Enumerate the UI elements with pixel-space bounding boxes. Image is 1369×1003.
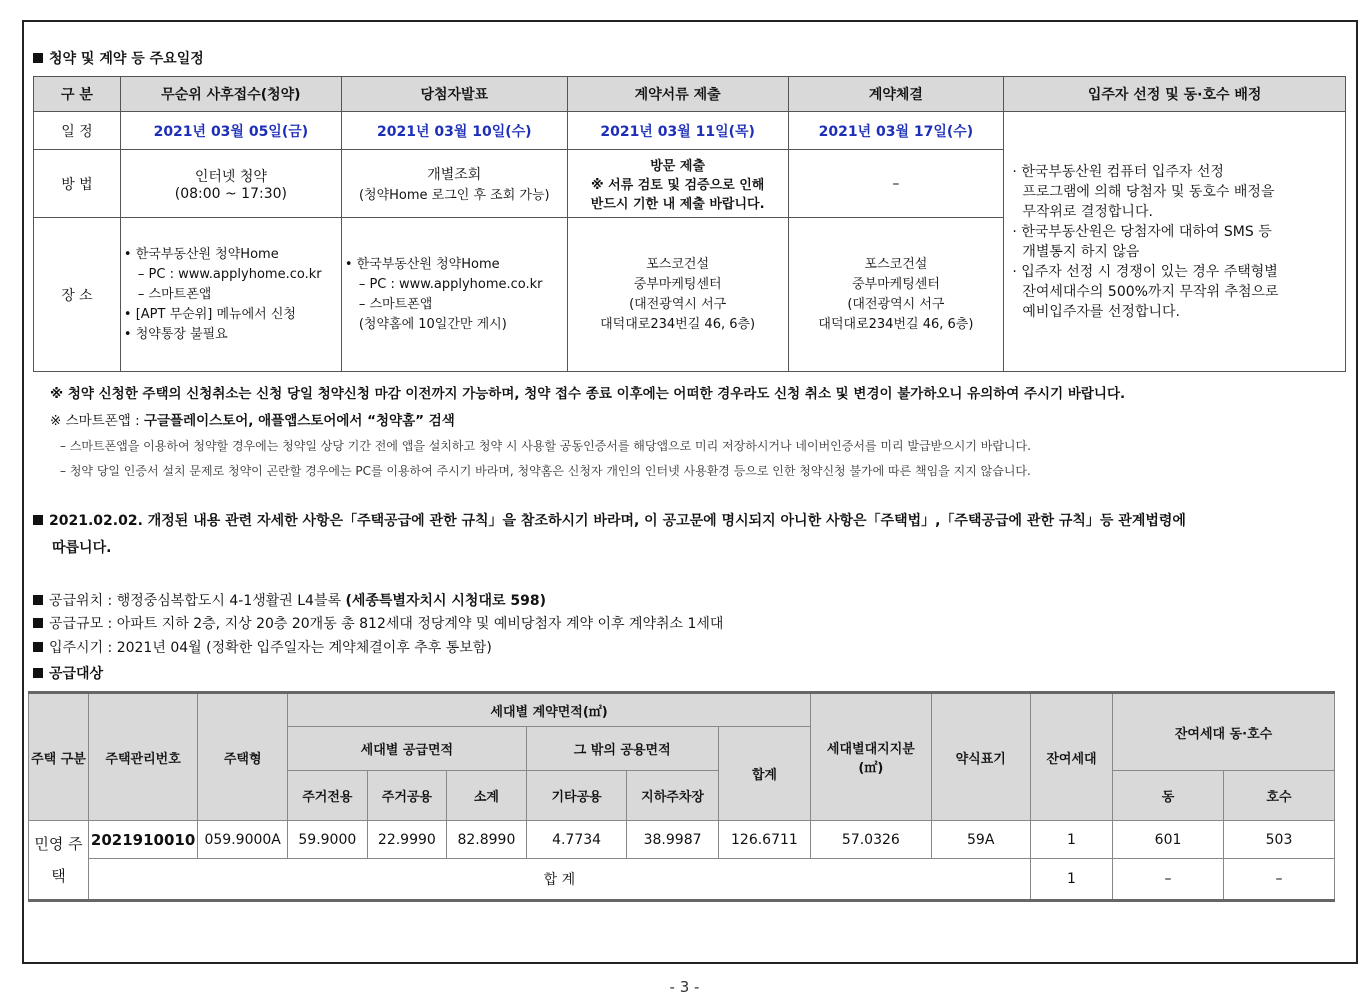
header-other-common: 기타공용 bbox=[526, 771, 627, 821]
cell-total-remain: 1 bbox=[1030, 859, 1112, 901]
cell-htype: 059.9000A bbox=[198, 821, 288, 859]
note-pc: – 청약 당일 인증서 설치 문제로 청약이 곤란할 경우에는 PC를 이용하여 주시기 바라며, 청약홈은 신청자 개인의 인터넷 사용환경 등으로 인한 청약신청 불가에 따른 책임을 지지 않습니다. bbox=[60, 464, 1031, 478]
supply-table bbox=[28, 691, 1335, 902]
note-app-install: – 스마트폰앱을 이용하여 청약할 경우에는 청약일 상당 기간 전에 앱을 설치하고 청약 시 사용할 공동인증서를 해당앱으로 미리 저장하시거나 네이버인증서를 미리 발급받으시기 바랍니다. bbox=[60, 439, 1031, 453]
date-docs: 2021년 03월 11일(목) bbox=[567, 112, 788, 150]
square-bullet-icon bbox=[33, 53, 43, 63]
method-apply: 인터넷 청약 (08:00 ~ 17:30) bbox=[120, 150, 341, 218]
header-contract: 계약체결 bbox=[788, 77, 1004, 112]
header-dong: 동 bbox=[1113, 771, 1224, 821]
rule-notice: 2021.02.02. 개정된 내용 관련 자세한 사항은「주택공급에 관한 규칙」을 참조하시기 바라며, 이 공고문에 명시되지 아니한 사항은「주택법」,「주택공급에 관한 규칙」등 관계법령에 bbox=[33, 510, 1353, 530]
header-category: 구 분 bbox=[34, 77, 121, 112]
cell-subtotal: 82.8990 bbox=[447, 821, 527, 859]
cell-total-ho: – bbox=[1223, 859, 1334, 901]
note-cancel: ※ 청약 신청한 주택의 신청취소는 신청 당일 청약신청 마감 이전까지 가능하며, 청약 접수 종료 이후에는 어떠한 경우라도 신청 취소 및 변경이 불가하오니 유의하여 주시기 바랍니다. bbox=[50, 386, 1126, 402]
schedule-section-title: 청약 및 계약 등 주요일정 bbox=[33, 48, 204, 68]
header-other-area: 그 밖의 공용면적 bbox=[526, 727, 718, 771]
cell-parking: 38.9987 bbox=[627, 821, 718, 859]
header-supply-area: 세대별 공급면적 bbox=[288, 727, 527, 771]
method-contract: – bbox=[788, 150, 1004, 218]
square-bullet-icon bbox=[33, 595, 43, 605]
place-docs: 포스코건설 중부마케팅센터 (대전광역시 서구 대덕대로234번길 46, 6층) bbox=[567, 218, 788, 372]
info-movein: 입주시기 : 2021년 04월 (정확한 입주일자는 계약체결이후 추후 통보함) bbox=[33, 637, 492, 657]
header-sum: 합계 bbox=[718, 727, 810, 821]
cell-common: 22.9990 bbox=[367, 821, 447, 859]
row-label-method: 방 법 bbox=[34, 150, 121, 218]
page-number: - 3 - bbox=[669, 978, 700, 996]
date-winner: 2021년 03월 10일(수) bbox=[341, 112, 567, 150]
header-assign: 입주자 선정 및 동·호수 배정 bbox=[1004, 77, 1346, 112]
assign-cell: · 한국부동산원 컴퓨터 입주자 선정 프로그램에 의해 당첨자 및 동호수 배정을 무작위로 결정합니다. · 한국부동산원은 당첨자에 대하여 SMS 등 개별통지 하지 않음 · 입주자 선정 시 경쟁이 있는 경우 주택형별 잔여세대수의 500%까지 무작위 추첨으로 예비입주자를 선정합니다. bbox=[1004, 112, 1346, 372]
header-remain-unit: 잔여세대 동·호수 bbox=[1113, 693, 1335, 771]
place-contract: 포스코건설 중부마케팅센터 (대전광역시 서구 대덕대로234번길 46, 6층) bbox=[788, 218, 1004, 372]
header-apply: 무순위 사후접수(청약) bbox=[120, 77, 341, 112]
header-exclusive: 주거전용 bbox=[288, 771, 368, 821]
cell-total-dong: – bbox=[1113, 859, 1224, 901]
cell-ho: 503 bbox=[1223, 821, 1334, 859]
header-winner: 당첨자발표 bbox=[341, 77, 567, 112]
cell-abbr: 59A bbox=[931, 821, 1030, 859]
square-bullet-icon bbox=[33, 668, 43, 678]
header-htype: 주택형 bbox=[198, 693, 288, 821]
cell-other-common: 4.7734 bbox=[526, 821, 627, 859]
header-land-share: 세대별대지지분 (㎡) bbox=[811, 693, 931, 821]
info-scale: 공급규모 : 아파트 지하 2층, 지상 20층 20개동 총 812세대 정당계약 및 예비당첨자 계약 이후 계약취소 1세대 bbox=[33, 613, 723, 633]
info-location: 공급위치 : 행정중심복합도시 4-1생활권 L4블록 (세종특별자치시 시청대로 598) bbox=[33, 590, 546, 610]
header-contract-area: 세대별 계약면적(㎡) bbox=[288, 693, 811, 727]
header-parking: 지하주차장 bbox=[627, 771, 718, 821]
table-row-total bbox=[29, 859, 1335, 901]
method-docs: 방문 제출 ※ 서류 검토 및 검증으로 인해 반드시 기한 내 제출 바랍니다. bbox=[567, 150, 788, 218]
cell-mgmt-no: 2021910010 bbox=[88, 821, 197, 859]
cell-total-label: 합 계 bbox=[88, 859, 1030, 901]
row-house-type: 민영 주택 bbox=[29, 821, 89, 901]
header-house-type: 주택 구분 bbox=[29, 693, 89, 821]
row-label-date: 일 정 bbox=[34, 112, 121, 150]
square-bullet-icon bbox=[33, 642, 43, 652]
header-remain: 잔여세대 bbox=[1030, 693, 1112, 821]
square-bullet-icon bbox=[33, 515, 43, 525]
place-winner: • 한국부동산원 청약Home – PC : www.applyhome.co.kr – 스마트폰앱 (청약홈에 10일간만 게시) bbox=[341, 218, 567, 372]
cell-exclusive: 59.9000 bbox=[288, 821, 368, 859]
header-ho: 호수 bbox=[1223, 771, 1334, 821]
cell-remain: 1 bbox=[1030, 821, 1112, 859]
cell-land-share: 57.0326 bbox=[811, 821, 931, 859]
header-abbr: 약식표기 bbox=[931, 693, 1030, 821]
header-subtotal: 소계 bbox=[447, 771, 527, 821]
header-mgmt-no: 주택관리번호 bbox=[88, 693, 197, 821]
schedule-table bbox=[33, 76, 1346, 372]
square-bullet-icon bbox=[33, 618, 43, 628]
date-contract: 2021년 03월 17일(수) bbox=[788, 112, 1004, 150]
cell-dong: 601 bbox=[1113, 821, 1224, 859]
date-apply: 2021년 03월 05일(금) bbox=[120, 112, 341, 150]
note-app: ※ 스마트폰앱 : 구글플레이스토어, 애플앱스토어에서 “청약홈” 검색 bbox=[50, 413, 455, 429]
header-common: 주거공용 bbox=[367, 771, 447, 821]
info-target: 공급대상 bbox=[33, 663, 103, 683]
table-row bbox=[29, 821, 1335, 859]
place-apply: • 한국부동산원 청약Home – PC : www.applyhome.co.kr – 스마트폰앱 • [APT 무순위] 메뉴에서 신청 • 청약통장 불필요 bbox=[120, 218, 341, 372]
rule-notice-cont: 따릅니다. bbox=[52, 540, 112, 556]
method-winner: 개별조회 (청약Home 로그인 후 조회 가능) bbox=[341, 150, 567, 218]
row-label-place: 장 소 bbox=[34, 218, 121, 372]
cell-sum: 126.6711 bbox=[718, 821, 810, 859]
header-docs: 계약서류 제출 bbox=[567, 77, 788, 112]
